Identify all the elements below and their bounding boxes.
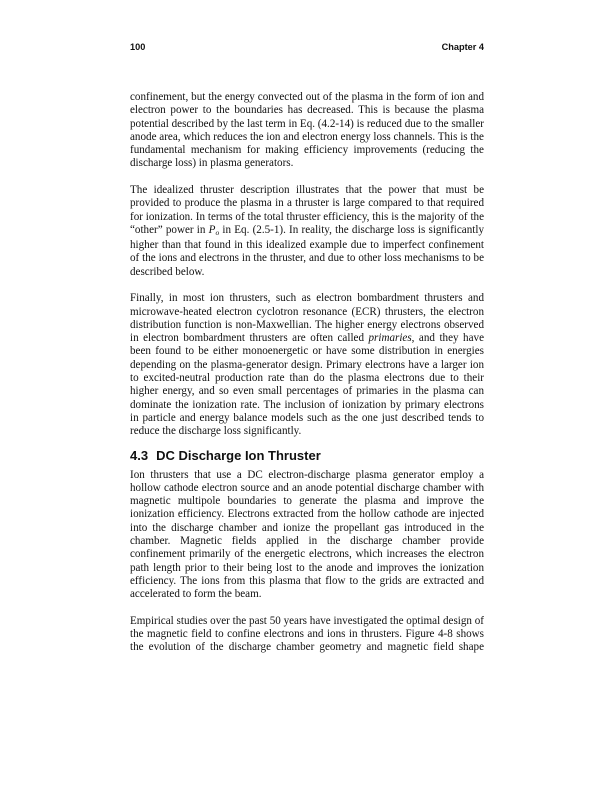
paragraph-primaries bbox=[130, 292, 484, 438]
text-span: The idealized thruster description illustrates that the power that must be provided to produce the plasma in a thruster is large compared to that required for ionization. In terms of the total thruster efficiency, this is the majority of the “other” power in bbox=[130, 183, 484, 236]
variable-p: P bbox=[208, 223, 216, 236]
emphasis-primaries: primaries bbox=[368, 332, 412, 345]
paragraph-confinement: confinement, but the energy convected out of the plasma in the form of ion and electron power to the boundaries has decreased. This is because the plasma potential described by the last term in Eq. (4.2-14) is reduced due to the smaller anode area, which reduces the ion and electron energy loss channels. This is the fundamental mechanism for making efficiency improvements (reducing the discharge loss) in plasma generators. bbox=[130, 91, 484, 170]
text-span: , and they have been found to be either monoenergetic or have some distribution in energies depending on the plasma-generator design. Primary electrons have a larger ion to excited-neutral production rate than do the plasma electrons due to their higher energy, and so even small percentages of primaries in the plasma can dominate the ionization rate. The inclusion of ionization by primary electrons in particle and energy balance models such as the one just described tends to reduce the discharge loss significantly. bbox=[130, 332, 484, 438]
paragraph-idealized-thruster bbox=[130, 184, 484, 279]
section-title: DC Discharge Ion Thruster bbox=[156, 447, 321, 463]
page-header bbox=[130, 42, 484, 56]
variable-subscript: o bbox=[215, 227, 220, 237]
section-heading bbox=[130, 448, 484, 464]
text-span: in Eq. (2.5-1). In reality, the discharge loss is significantly higher than that found in this idealized example due to imperfect confinement of the ions and electrons in the thruster, and due to other loss mechanisms to be described below. bbox=[130, 223, 484, 278]
chapter-label: Chapter 4 bbox=[441, 42, 484, 52]
section-number: 4.3 bbox=[130, 447, 149, 463]
text-span: Finally, in most ion thrusters, such as electron bombardment thrusters and microwave-heated electron cyclotron resonance (ECR) thrusters, the electron distribution function is non-Maxwellian. The higher energy electrons observed in electron bombardment thrusters are often called bbox=[130, 292, 484, 345]
page-number: 100 bbox=[130, 42, 146, 52]
body-text bbox=[130, 91, 484, 668]
paragraph-dc-discharge: Ion thrusters that use a DC electron-discharge plasma generator employ a hollow cathode electron source and an anode potential discharge chamber with magnetic multipole boundaries to generate the plasma and improve the ionization efficiency. Electrons extracted from the hollow cathode are injected into the discharge chamber and ionize the propellant gas introduced in the chamber. Magnetic fields applied in the discharge chamber provide confinement primarily of the energetic electrons, which increases the electron path length prior to their being lost to the anode and improves the ionization efficiency. The ions from this plasma that flow to the grids are extracted and accelerated to form the beam. bbox=[130, 468, 484, 601]
paragraph-empirical-studies: Empirical studies over the past 50 years have investigated the optimal design of the magnetic field to confine electrons and ions in thrusters. Figure 4-8 shows the evolution of the discharge chamber geometry and magnetic field shape bbox=[130, 614, 484, 654]
